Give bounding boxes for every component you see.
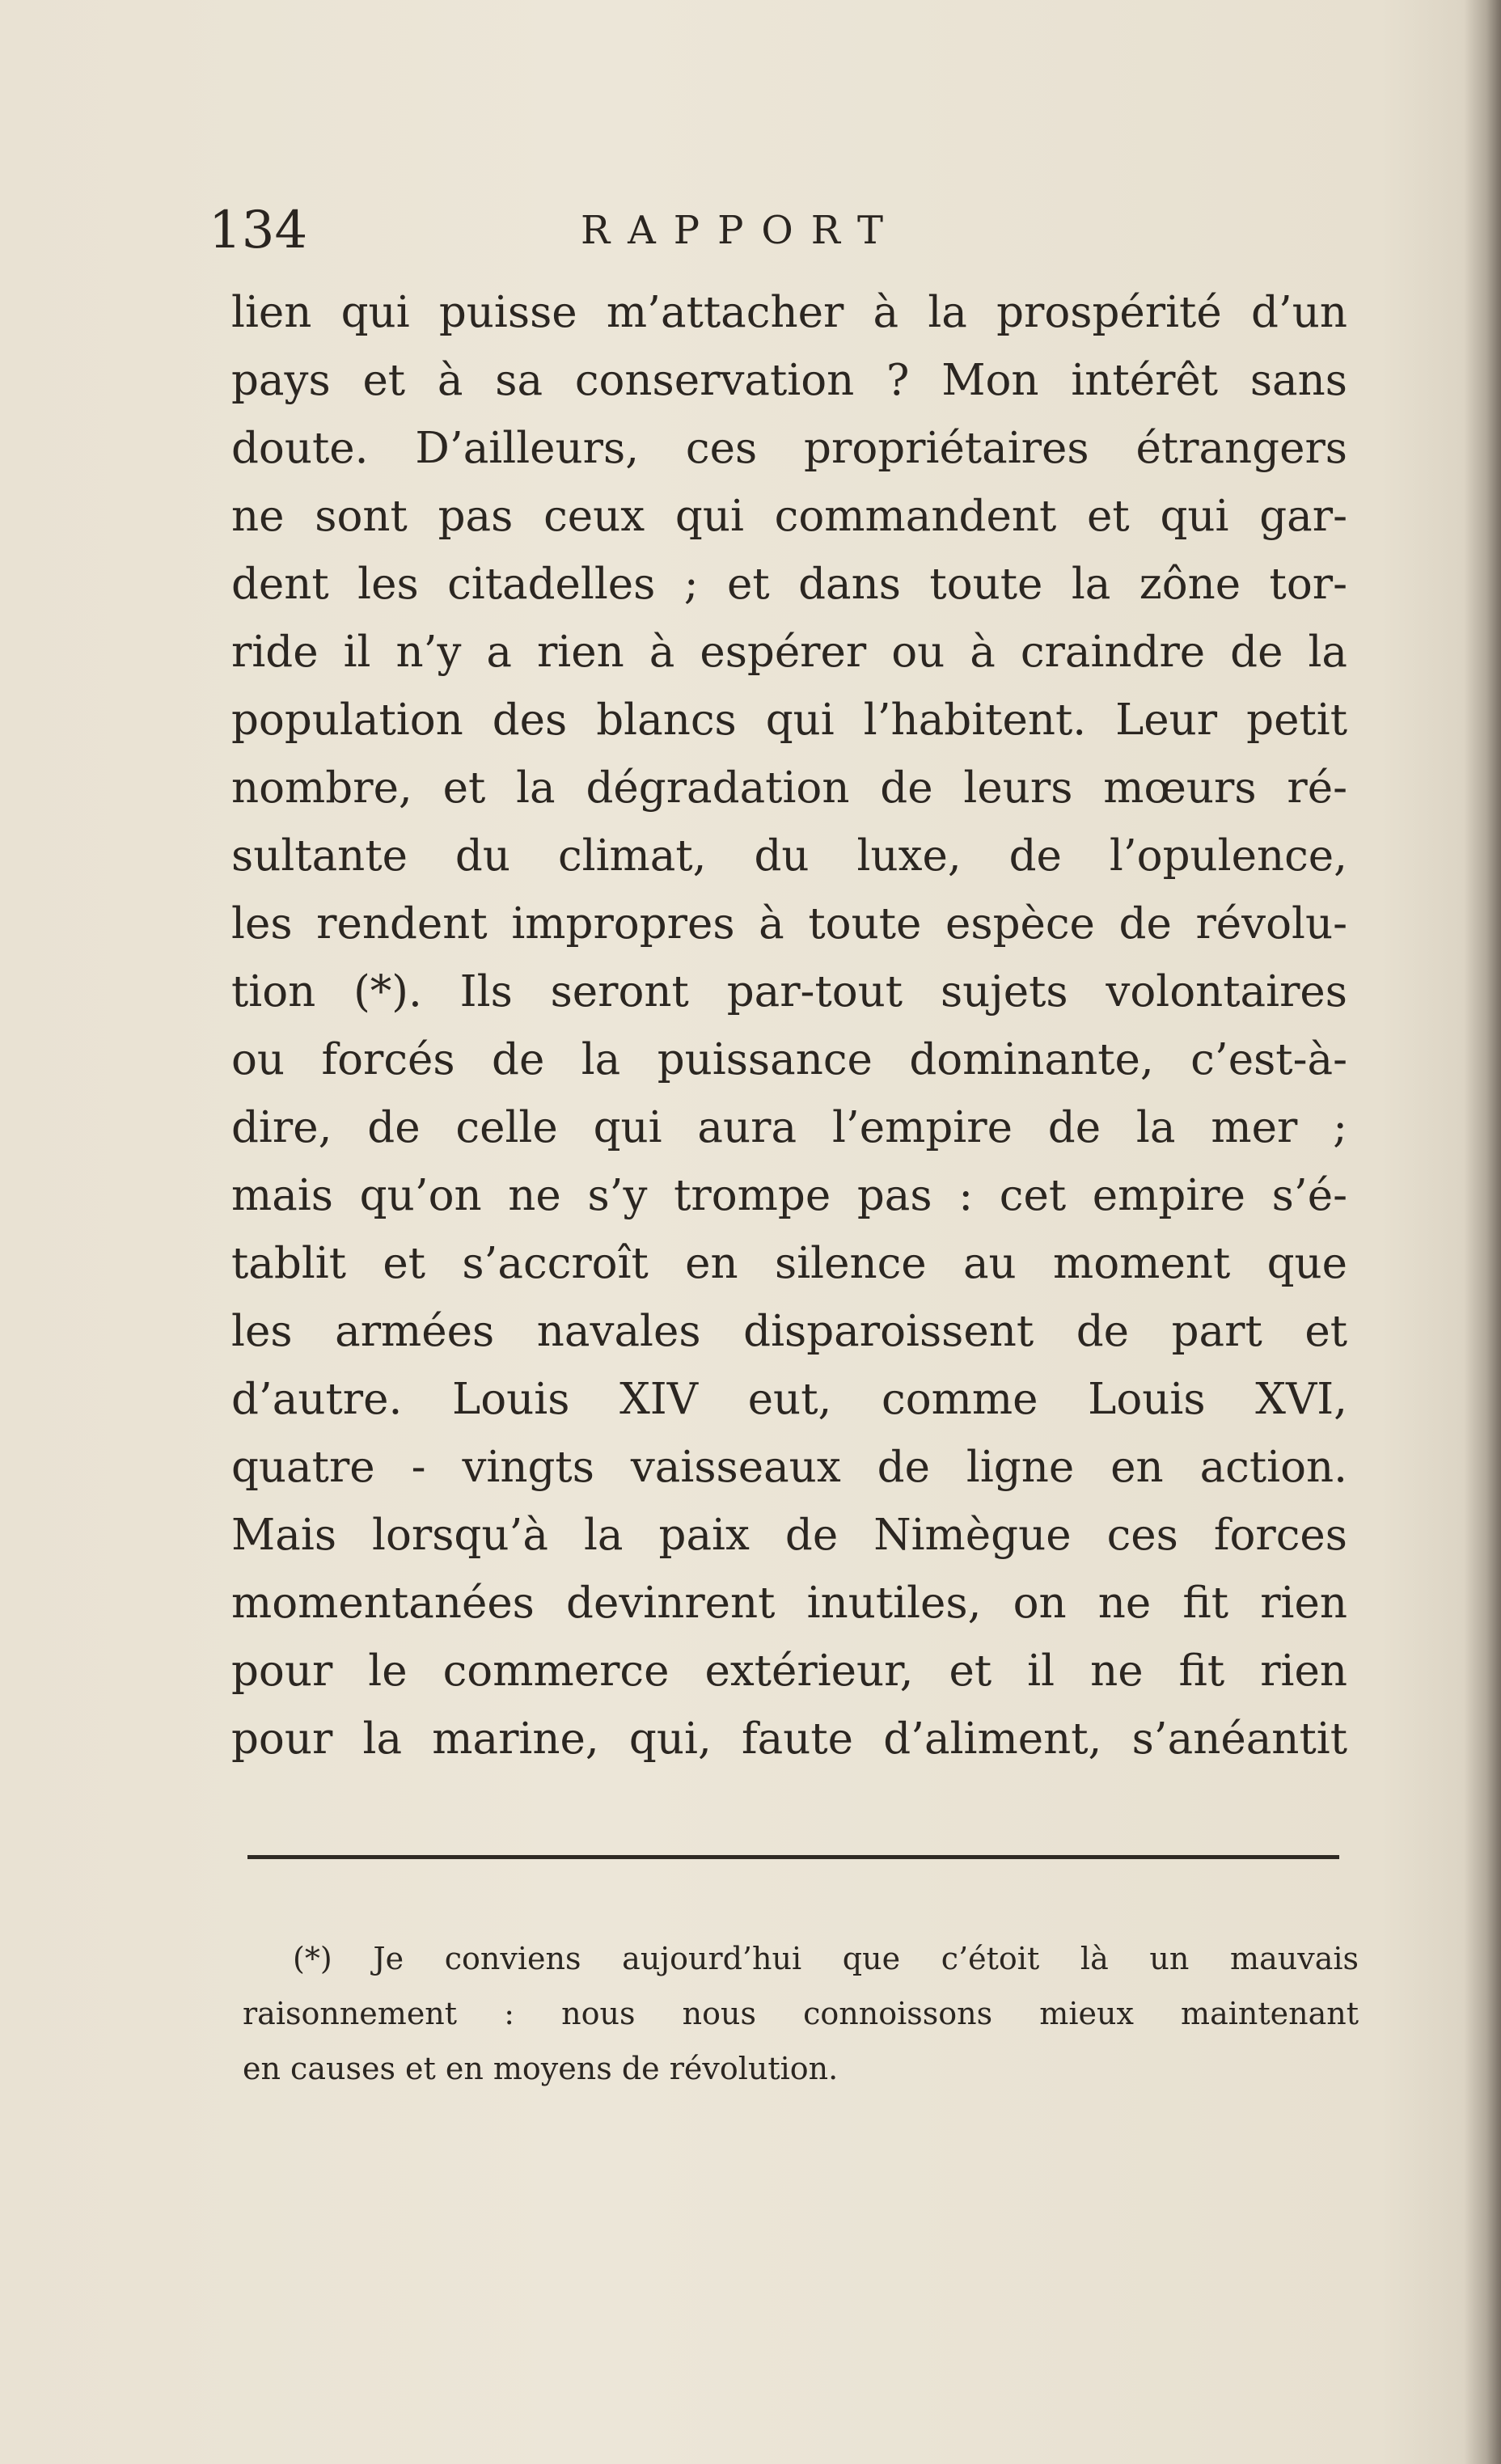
text-line: quatre - vingts vaisseaux de ligne en action.	[231, 1443, 1347, 1492]
text-line: dire, de celle qui aura l’empire de la mer ;	[231, 1103, 1347, 1152]
text-line: lien qui puisse m’attacher à la prospérité d’un	[231, 288, 1347, 337]
footnote-line: raisonnement : nous nous connoissons mieux maintenant	[243, 1996, 1359, 2031]
text-line: tablit et s’accroît en silence au moment que	[231, 1239, 1347, 1288]
text-line: Mais lorsqu’à la paix de Nimègue ces forces	[231, 1511, 1347, 1560]
footnote-line: (*) Je conviens aujourd’hui que c’étoit là un mauvais	[293, 1941, 1359, 1976]
text-line: pays et à sa conservation ? Mon intérêt sans	[231, 356, 1347, 405]
text-line: dent les citadelles ; et dans toute la zône tor-	[231, 560, 1347, 609]
text-line: tion (*). Ils seront par-tout sujets volontaires	[231, 967, 1347, 1016]
text-line: ride il n’y a rien à espérer ou à craindre de la	[231, 628, 1347, 677]
page-edge-shadow	[1464, 0, 1501, 2464]
text-line: sultante du climat, du luxe, de l’opulence,	[231, 831, 1347, 881]
text-line: ou forcés de la puissance dominante, c’est-à-	[231, 1035, 1347, 1084]
text-line: doute. D’ailleurs, ces propriétaires étrangers	[231, 424, 1347, 473]
footnote	[243, 1931, 1359, 2096]
page-number: 134	[209, 201, 308, 260]
text-line: pour le commerce extérieur, et il ne fit rien	[231, 1646, 1347, 1696]
running-head: RAPPORT	[581, 208, 902, 253]
text-line: ne sont pas ceux qui commandent et qui gar-	[231, 492, 1347, 541]
text-line: les rendent impropres à toute espèce de révolu-	[231, 899, 1347, 949]
text-line: mais qu’on ne s’y trompe pas : cet empire s’é-	[231, 1171, 1347, 1220]
text-line: d’autre. Louis XIV eut, comme Louis XVI,	[231, 1375, 1347, 1424]
text-line: pour la marine, qui, faute d’aliment, s’anéantit	[231, 1714, 1347, 1764]
text-line: les armées navales disparoissent de part et	[231, 1307, 1347, 1356]
text-line: nombre, et la dégradation de leurs mœurs ré-	[231, 763, 1347, 813]
footnote-divider	[247, 1855, 1339, 1859]
footnote-line: en causes et en moyens de révolution.	[243, 2051, 839, 2086]
text-line: momentanées devinrent inutiles, on ne fit rien	[231, 1579, 1347, 1628]
page-header	[209, 194, 1357, 267]
text-line: population des blancs qui l’habitent. Leur petit	[231, 695, 1347, 745]
body-text	[231, 279, 1347, 1773]
